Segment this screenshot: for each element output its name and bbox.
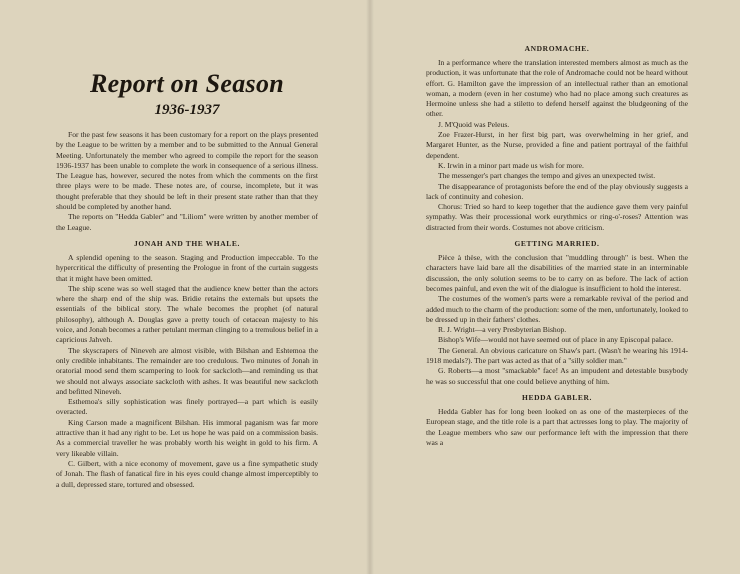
page-title: Report on Season — [89, 69, 285, 98]
section-paragraph: K. Irwin in a minor part made us wish for more. — [438, 160, 584, 170]
section-paragraph: Bishop's Wife—would not have seemed out of place in any Episcopal palace. — [438, 335, 673, 345]
section-paragraph: Hedda Gabler has for long been looked on as one of the masterpieces of the European stage, and the title role is a part that actresses long to play. The majority of the League members who saw our performance left with the impression that there was a — [426, 406, 688, 447]
section-paragraph: The disappearance of protagonists before the end of the play obviously suggests a lack of continuity and cohesion. — [426, 181, 688, 201]
section-heading-jonah: JONAH AND THE WHALE. — [134, 238, 240, 248]
section-paragraph: The costumes of the women's parts were a remarkable revival of the period and added much to the charm of the production: some of the men, unfortunately, looked to be dressed up in their fathers' clothes. — [426, 294, 688, 324]
section-paragraph: Chorus: Tried so hard to keep together that the audience gave them very painful sympathy. Was their processional work eurythmics or ring-o'-roses? Attention was distracted from their words. Costumes not above criticism. — [426, 202, 688, 232]
section-paragraph: A splendid opening to the season. Staging and Production impeccable. To the hypercritical the difficulty of presenting the Prologue in front of the curtain suggests that it might have been omitted. — [56, 252, 318, 283]
left-column — [56, 70, 318, 490]
section-paragraph: C. Gilbert, with a nice economy of movement, gave us a fine sympathetic study of Jonah. The flash of fanatical fire in his eyes could change almost imperceptibly to a dull, depressed stare, tortured and obsessed. — [56, 458, 318, 489]
intro-paragraph: The reports on "Hedda Gabler" and "Liliom" were written by another member of the League. — [56, 212, 318, 232]
section-paragraph: Pièce à thèse, with the conclusion that "muddling through" is best. When the characters have laid bare all the disabilities of the married state in an interminable discussion, the only solution seems to be to carry on as before. The lack of action becomes painful, and even the wit of the dialogue is insufficient to hold the interest. — [426, 253, 688, 293]
section-paragraph: Zoe Frazer-Hurst, in her first big part, was overwhelming in her grief, and Margaret Hunter, as the Nurse, provided a fine and patient portrayal of the faithful dependent. — [426, 130, 688, 160]
section-paragraph: J. M'Quoid was Peleus. — [438, 119, 510, 129]
section-paragraph: In a performance where the translation interested members almost as much as the production, it was unfortunate that the role of Andromache could not be heard without effort. G. Hamilton gave the impression of an intellectual rather than an emotional woman, a modern (even in her costume) who had no place among such creatures as Hermoine unless she had a stiletto to defend herself against the bludgeoning of the other. — [426, 58, 688, 119]
section-paragraph: The ship scene was so well staged that the audience knew better than the actors where the sharp end of the ship was. Bridie retains the externals but upsets the essentials of the biblical story. The whale becomes the prophet (of natural philosophy), although A. Douglas gave a pretty touch of cetacean majesty to his voice, and Jonah becomes a rather petulant merman clinging to a tremulous belief in a capricious Jahveh. — [56, 283, 318, 345]
section-paragraph: The messenger's part changes the tempo and gives an unexpected twist. — [438, 171, 656, 181]
section-paragraph: King Carson made a magnificent Bilshan. His immoral paganism was far more attractive than it had any right to be. Let us hope he was paid on a commission basis. As a commercial traveller he was probably worth his weight in gold to his firm. A very likeable villain. — [56, 417, 318, 458]
section-heading-andromache: ANDROMACHE. — [524, 44, 590, 53]
section-paragraph: The skyscrapers of Nineveh are almost visible, with Bilshan and Eshtemoa the only credible inhabitants. The remainder are too credulous. Two minutes of Jonah in oratorial mood send them scampering to look for sackcloth—and reminding us that we should not always associate sackcloth with ashes. It was beautiful new sackcloth and befitted Nineveh. — [56, 345, 318, 396]
section-heading-hedda-gabler: HEDDA GABLER. — [522, 392, 592, 402]
right-column — [426, 44, 688, 448]
section-paragraph: R. J. Wright—a very Presbyterian Bishop. — [438, 325, 567, 335]
right-page — [370, 0, 740, 574]
section-paragraph: The General. An obvious caricature on Shaw's part. (Wasn't he wearing his 1914-1918 medals?). The part was acted as that of a "silly soldier man." — [426, 345, 688, 366]
season-years: 1936-1937 — [154, 102, 220, 118]
section-paragraph: G. Roberts—a most "smackable" face! As an impudent and detestable busybody he was so successful that one could believe anything of him. — [426, 366, 688, 386]
section-paragraph: Esthemoa's silly sophistication was finely portrayed—a part which is easily overacted. — [56, 397, 318, 417]
section-heading-getting-married: GETTING MARRIED. — [514, 239, 600, 249]
intro-paragraph: For the past few seasons it has been customary for a report on the plays presented by the League to be written by a member and to be submitted to the Annual General Meeting. Unfortunately the member who agreed to compile the report for the season 1936-1937 has been unable to complete the work in consequence of a serious illness. The League has, however, secured the notes from which the comments on the first three plays were to be made. These notes are, of course, incomplete, but it was thought preferable that they should be left in their present state rather than that they should be completed by another hand. — [56, 130, 318, 212]
